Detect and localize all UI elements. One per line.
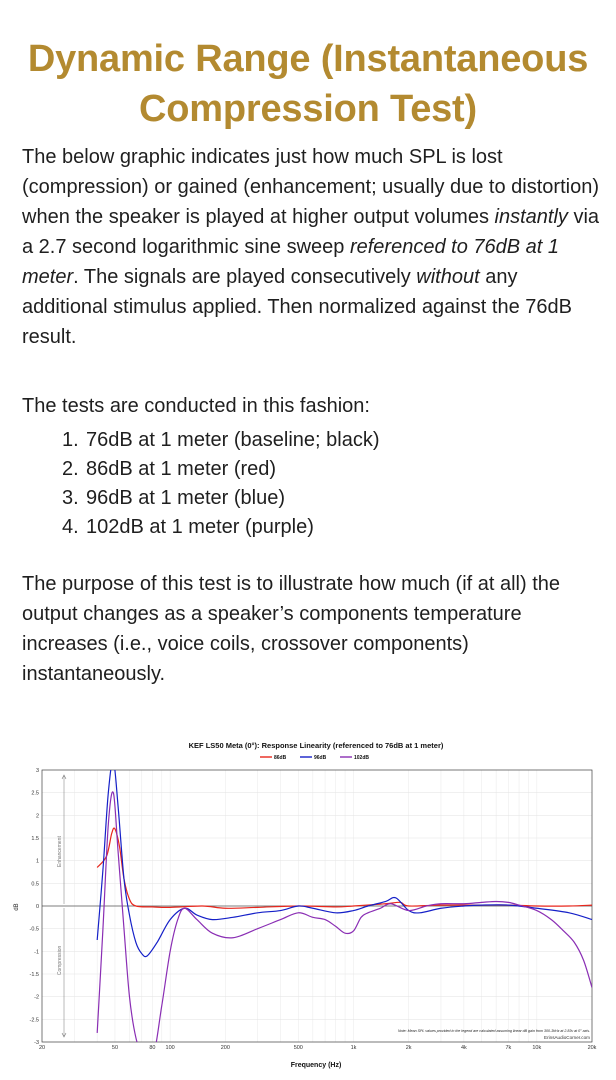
intro-emphasis-3: without [416,266,480,288]
y-tick-label: -1 [34,949,39,956]
series-line-102dB [97,792,592,1063]
y-tick-label: 1.5 [31,836,39,842]
x-tick-label: 20 [38,1045,46,1051]
y-tick-label: -3 [34,1040,39,1046]
list-item [62,455,380,484]
list-item-text: 76dB at 1 meter (baseline; black) [86,429,380,451]
legend-label-102dB: 102dB [354,755,370,761]
chart-title: KEF LS50 Meta (0°): Response Linearity (referenced to 76dB at 1 meter) [188,741,444,750]
list-item [62,484,380,513]
intro-emphasis-2: referenced to 76dB at 1 meter [22,236,560,288]
legend-label-86dB: 86dB [274,755,287,761]
list-item-number: 3. [62,487,79,509]
chart-note: Note: Mean SPL values provided in the legend are calculated assuming linear dB gain from 300-3kHz at 2.83v at 0° axis. [398,1029,590,1033]
intro-text-1: The below graphic indicates just how much SPL is lost (compression) or gained (enhancement; usually due to distortion) when the speaker is played at higher output volumes [22,146,599,228]
x-tick-label: 4k [460,1045,467,1051]
chart-series [97,761,592,1063]
page-title: Dynamic Range (Instantaneous Compression Test) [27,38,589,130]
y-tick-label: 2 [35,813,39,820]
intro-text-2: via a 2.7 second logarithmic sine sweep [22,206,600,258]
y-axis-label: dB [14,903,20,911]
y-tick-label: -2 [34,994,39,1001]
intro-paragraph [22,142,602,352]
x-tick-label: 10k [532,1045,542,1051]
list-item [62,426,380,455]
y-tick-label: -0.5 [29,926,39,933]
list-item [62,513,380,542]
enhancement-label: Enhancement [57,836,63,868]
y-tick-label: 1 [35,858,39,865]
response-linearity-chart [8,736,608,1072]
x-axis-label: Frequency (Hz) [290,1062,342,1069]
series-line-86dB [97,828,592,908]
x-tick-label: 80 [149,1045,156,1051]
series-line-96dB [97,761,592,957]
y-tick-label: 2.5 [31,790,39,797]
purpose-paragraph: The purpose of this test is to illustrate how much (if at all) the output changes as a speaker’s components temperature increases (i.e., voice coils, crossover components) instantaneously. [22,573,561,685]
list-item-text: 96dB at 1 meter (blue) [86,487,285,509]
list-item-number: 1. [62,429,79,451]
test-steps-list [62,426,380,542]
intro-text-4: any additional stimulus applied. Then normalized against the 76dB result. [22,266,572,348]
x-tick-label: 50 [111,1045,119,1051]
x-tick-label: 500 [293,1045,303,1051]
y-tick-label: 0 [35,904,39,910]
tests-lead: The tests are conducted in this fashion: [22,395,370,417]
x-tick-label: 100 [165,1045,175,1051]
x-tick-label: 2k [405,1045,412,1051]
chart-credit: ErinsAudioCorner.com [544,1035,590,1040]
y-tick-label: 0.5 [31,881,39,888]
x-tick-label: 20k [587,1045,597,1051]
list-item-number: 4. [62,516,79,538]
y-tick-label: -2.5 [29,1017,39,1024]
x-tick-label: 7k [505,1045,512,1051]
intro-text-3: . The signals are played consecutively [73,266,417,288]
y-tick-label: -1.5 [29,972,39,978]
list-item-text: 102dB at 1 meter (purple) [86,516,314,538]
compression-label: Compression [57,945,63,976]
chart-legend [260,755,369,761]
list-item-number: 2. [62,458,79,480]
x-tick-label: 1k [350,1045,357,1051]
intro-emphasis-1: instantly [494,206,568,228]
y-tick-label: 3 [35,768,39,774]
list-item-text: 86dB at 1 meter (red) [86,458,277,480]
x-tick-label: 200 [220,1045,230,1051]
legend-label-96dB: 96dB [314,755,327,761]
